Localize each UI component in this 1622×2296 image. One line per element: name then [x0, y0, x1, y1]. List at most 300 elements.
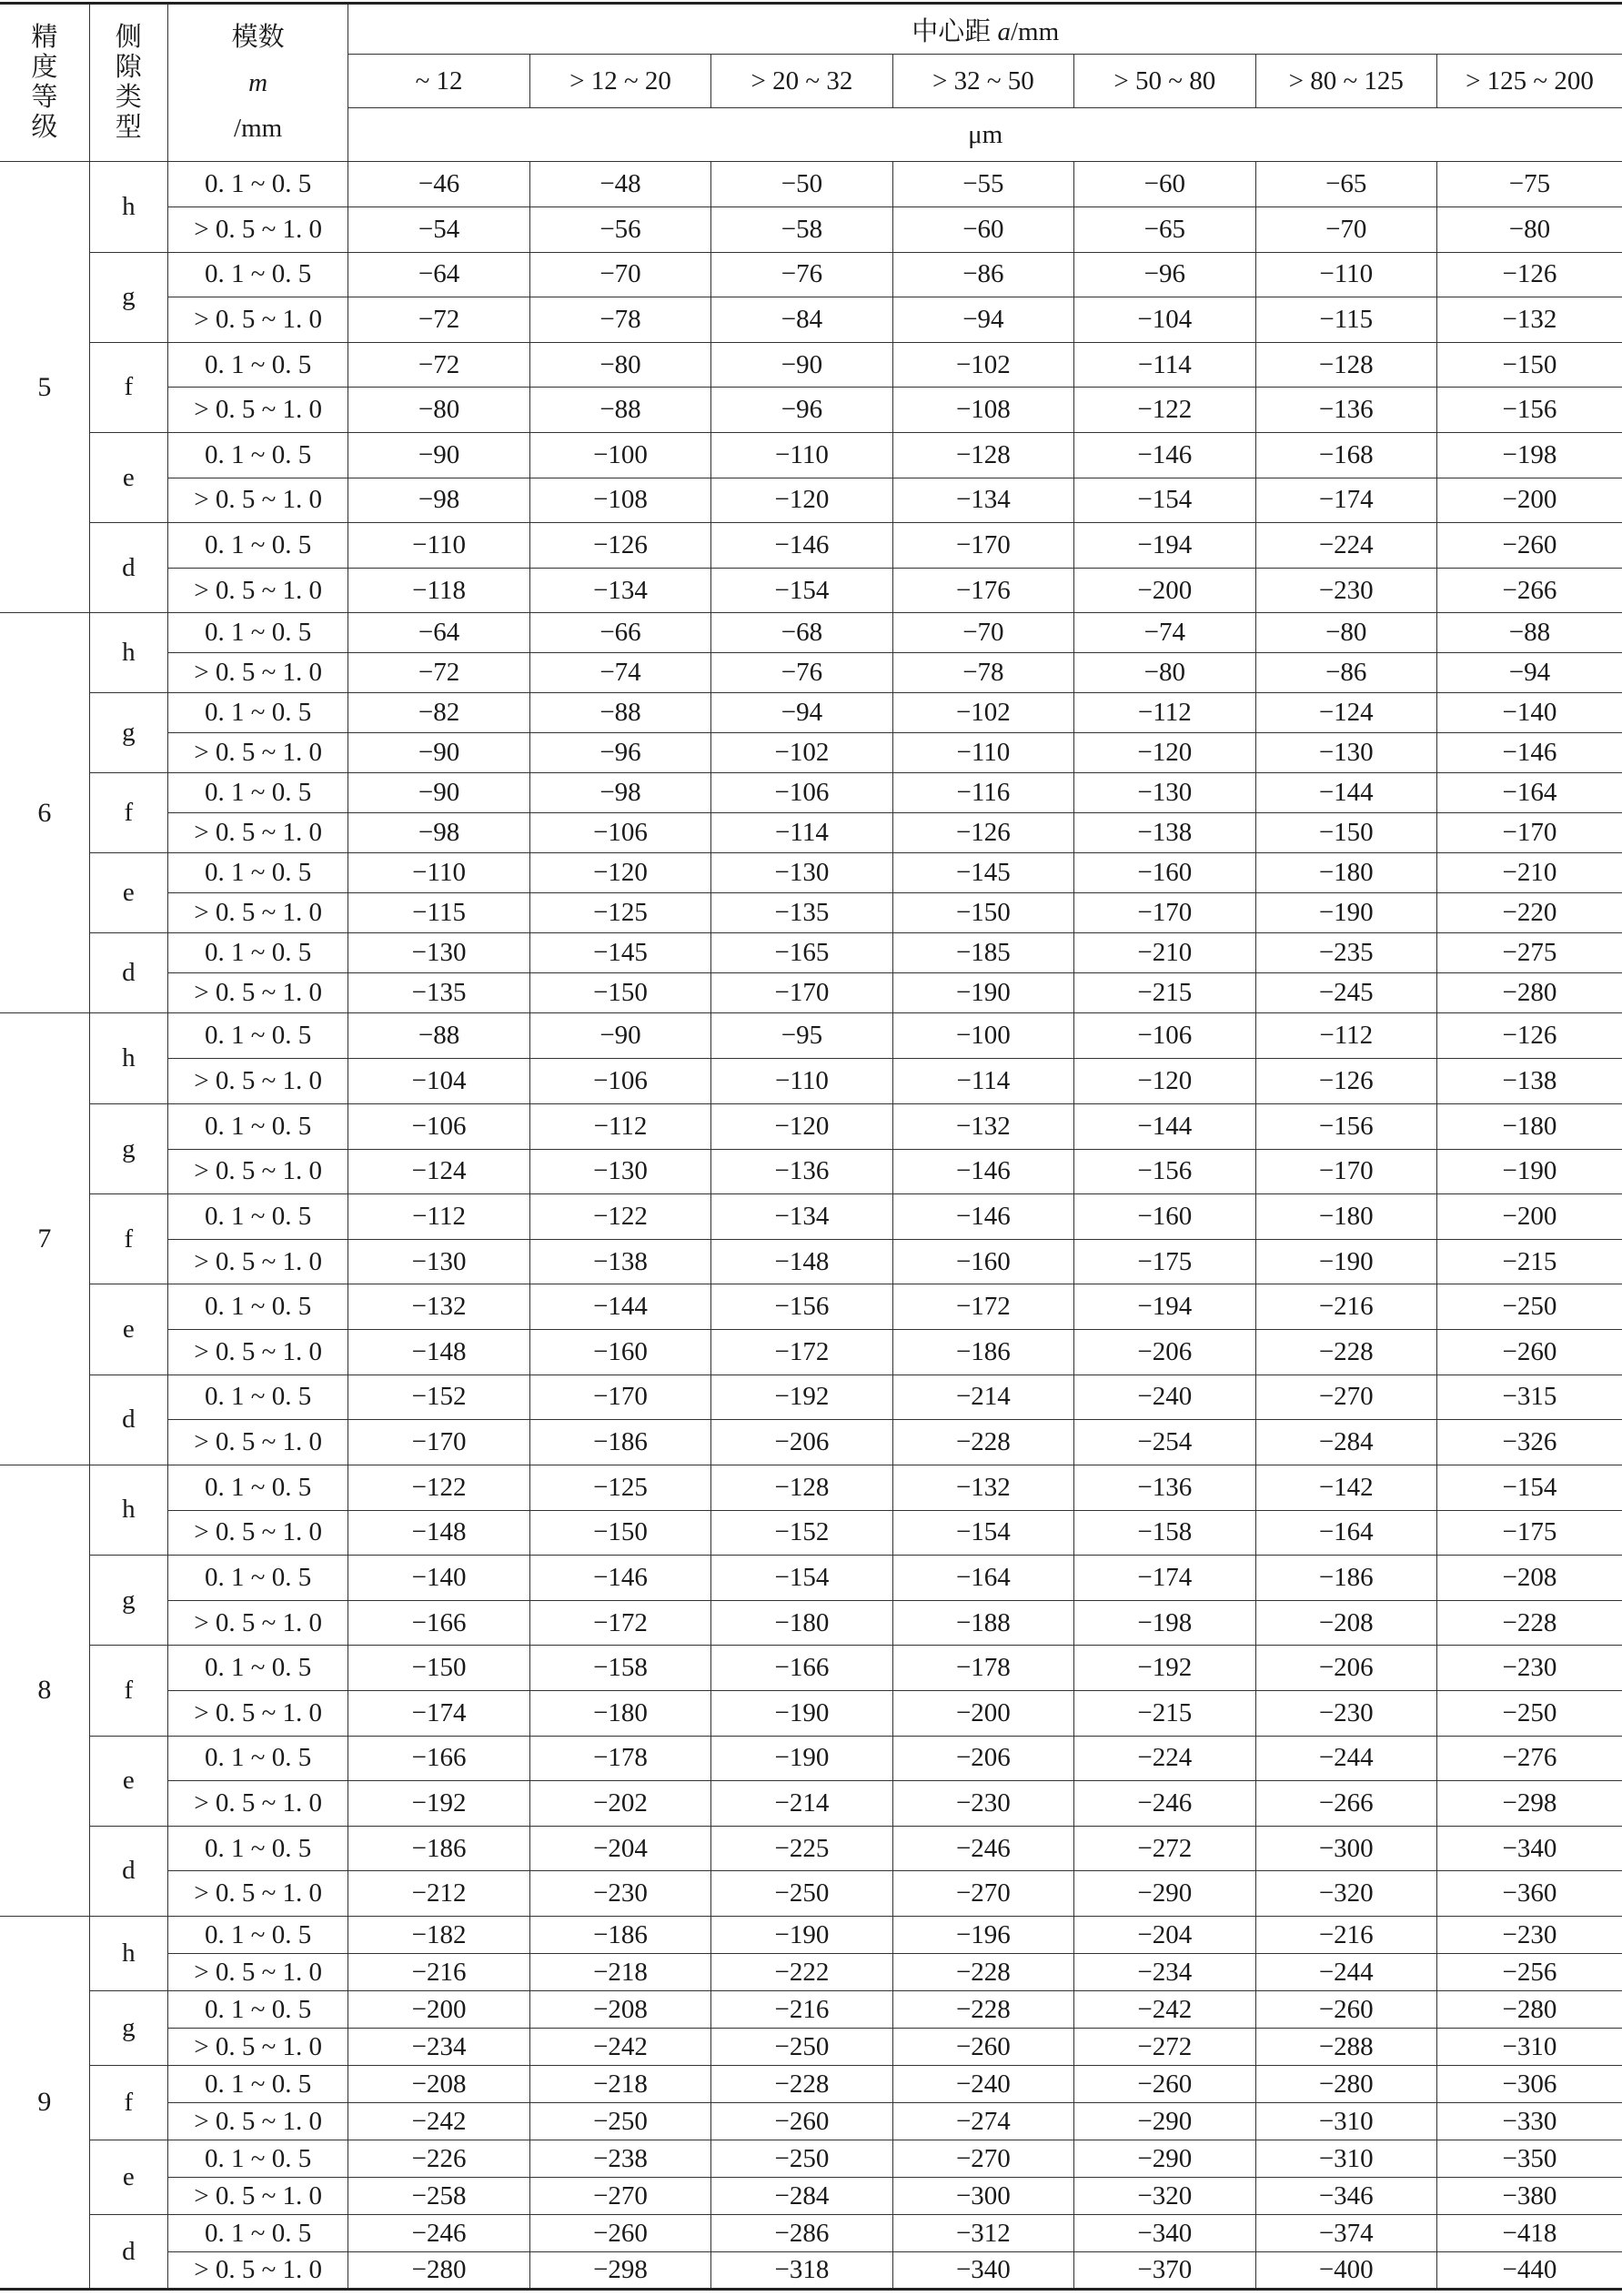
deviation-value: −150 — [348, 1646, 529, 1691]
table-row — [0, 1284, 1622, 1330]
deviation-value: −120 — [711, 478, 892, 523]
deviation-value: −288 — [1255, 2029, 1436, 2066]
deviation-value: −250 — [529, 2103, 710, 2140]
table-row — [0, 2252, 1622, 2290]
deviation-value: −125 — [529, 893, 710, 933]
deviation-value: −240 — [1074, 1375, 1255, 1420]
backlash-type-cell: h — [89, 613, 167, 693]
deviation-value: −160 — [529, 1329, 710, 1375]
deviation-value: −68 — [711, 613, 892, 653]
backlash-type-cell: e — [89, 432, 167, 522]
module-cell: 0. 1 ~ 0. 5 — [167, 1284, 348, 1330]
deviation-value: −94 — [892, 297, 1073, 343]
deviation-value: −118 — [348, 568, 529, 613]
deviation-value: −320 — [1255, 1871, 1436, 1917]
deviation-value: −110 — [711, 1059, 892, 1104]
deviation-value: −280 — [1436, 1991, 1622, 2029]
deviation-value: −180 — [1255, 853, 1436, 893]
deviation-value: −132 — [1436, 297, 1622, 343]
deviation-value: −125 — [529, 1465, 710, 1510]
deviation-value: −186 — [1255, 1556, 1436, 1601]
deviation-value: −55 — [892, 162, 1073, 207]
deviation-value: −114 — [1074, 342, 1255, 388]
deviation-value: −48 — [529, 162, 710, 207]
deviation-value: −130 — [1255, 733, 1436, 773]
module-cell: 0. 1 ~ 0. 5 — [167, 933, 348, 973]
module-cell: > 0. 5 ~ 1. 0 — [167, 893, 348, 933]
deviation-value: −106 — [1074, 1013, 1255, 1059]
deviation-value: −218 — [529, 1954, 710, 1991]
deviation-value: −216 — [348, 1954, 529, 1991]
deviation-value: −320 — [1074, 2178, 1255, 2215]
deviation-value: −330 — [1436, 2103, 1622, 2140]
deviation-value: −228 — [1436, 1600, 1622, 1646]
deviation-value: −190 — [892, 973, 1073, 1013]
deviation-value: −58 — [711, 207, 892, 253]
deviation-value: −122 — [1074, 388, 1255, 433]
table-row — [0, 2066, 1622, 2103]
deviation-value: −64 — [348, 613, 529, 653]
deviation-value: −215 — [1074, 1691, 1255, 1737]
deviation-value: −206 — [711, 1420, 892, 1465]
deviation-value: −290 — [1074, 2103, 1255, 2140]
value-unit-header: μm — [348, 108, 1622, 162]
deviation-value: −146 — [1436, 733, 1622, 773]
deviation-value: −228 — [1255, 1329, 1436, 1375]
module-cell: 0. 1 ~ 0. 5 — [167, 1465, 348, 1510]
deviation-value: −104 — [1074, 297, 1255, 343]
deviation-value: −122 — [529, 1194, 710, 1240]
deviation-value: −76 — [711, 252, 892, 297]
backlash-type-cell: d — [89, 933, 167, 1013]
deviation-value: −185 — [892, 933, 1073, 973]
table-row — [0, 693, 1622, 733]
backlash-type-cell: d — [89, 1375, 167, 1465]
deviation-value: −150 — [892, 893, 1073, 933]
table-row — [0, 342, 1622, 388]
deviation-value: −340 — [892, 2252, 1073, 2290]
deviation-value: −180 — [1255, 1194, 1436, 1240]
deviation-value: −135 — [348, 973, 529, 1013]
module-cell: 0. 1 ~ 0. 5 — [167, 1991, 348, 2029]
module-cell: > 0. 5 ~ 1. 0 — [167, 1954, 348, 1991]
deviation-value: −112 — [1255, 1013, 1436, 1059]
module-cell: > 0. 5 ~ 1. 0 — [167, 1871, 348, 1917]
deviation-value: −234 — [1074, 1954, 1255, 1991]
deviation-value: −70 — [892, 613, 1073, 653]
deviation-value: −74 — [529, 653, 710, 693]
deviation-value: −280 — [1255, 2066, 1436, 2103]
deviation-value: −192 — [711, 1375, 892, 1420]
deviation-value: −74 — [1074, 613, 1255, 653]
deviation-value: −370 — [1074, 2252, 1255, 2290]
table-row — [0, 1239, 1622, 1284]
deviation-value: −82 — [348, 693, 529, 733]
deviation-value: −158 — [1074, 1510, 1255, 1556]
deviation-value: −130 — [348, 933, 529, 973]
deviation-value: −174 — [348, 1691, 529, 1737]
deviation-value: −154 — [711, 568, 892, 613]
deviation-value: −186 — [892, 1329, 1073, 1375]
deviation-value: −222 — [711, 1954, 892, 1991]
table-row — [0, 1871, 1622, 1917]
deviation-value: −126 — [892, 813, 1073, 853]
deviation-value: −350 — [1436, 2140, 1622, 2178]
deviation-value: −86 — [1255, 653, 1436, 693]
deviation-value: −146 — [892, 1194, 1073, 1240]
deviation-value: −186 — [348, 1826, 529, 1871]
deviation-value: −96 — [529, 733, 710, 773]
deviation-value: −208 — [348, 2066, 529, 2103]
deviation-table — [0, 2, 1622, 2291]
backlash-type-cell: h — [89, 1465, 167, 1556]
deviation-value: −190 — [711, 1691, 892, 1737]
range-header: > 20 ~ 32 — [711, 55, 892, 108]
deviation-value: −280 — [348, 2252, 529, 2290]
deviation-value: −164 — [1255, 1510, 1436, 1556]
deviation-value: −228 — [892, 1954, 1073, 1991]
module-cell: > 0. 5 ~ 1. 0 — [167, 478, 348, 523]
module-cell: > 0. 5 ~ 1. 0 — [167, 2103, 348, 2140]
deviation-value: −80 — [1074, 653, 1255, 693]
module-cell: 0. 1 ~ 0. 5 — [167, 2215, 348, 2252]
deviation-value: −206 — [1074, 1329, 1255, 1375]
backlash-type-cell: d — [89, 2215, 167, 2290]
deviation-value: −84 — [711, 297, 892, 343]
deviation-value: −110 — [1255, 252, 1436, 297]
deviation-value: −88 — [348, 1013, 529, 1059]
deviation-value: −300 — [1255, 1826, 1436, 1871]
deviation-value: −50 — [711, 162, 892, 207]
deviation-value: −270 — [892, 1871, 1073, 1917]
deviation-value: −126 — [1255, 1059, 1436, 1104]
module-cell: 0. 1 ~ 0. 5 — [167, 1194, 348, 1240]
deviation-value: −98 — [529, 773, 710, 813]
backlash-type-cell: g — [89, 1556, 167, 1646]
deviation-value: −126 — [529, 523, 710, 569]
deviation-value: −110 — [348, 523, 529, 569]
deviation-value: −138 — [1074, 813, 1255, 853]
table-row — [0, 432, 1622, 478]
deviation-value: −146 — [529, 1556, 710, 1601]
deviation-value: −234 — [348, 2029, 529, 2066]
table-row — [0, 1465, 1622, 1510]
deviation-value: −194 — [1074, 1284, 1255, 1330]
backlash-type-header: 侧 隙 类 型 — [89, 4, 167, 162]
deviation-value: −140 — [1436, 693, 1622, 733]
deviation-value: −164 — [892, 1556, 1073, 1601]
deviation-value: −170 — [711, 973, 892, 1013]
deviation-value: −152 — [711, 1510, 892, 1556]
deviation-value: −94 — [711, 693, 892, 733]
deviation-value: −166 — [711, 1646, 892, 1691]
deviation-value: −260 — [892, 2029, 1073, 2066]
deviation-value: −182 — [348, 1917, 529, 1954]
deviation-value: −90 — [348, 773, 529, 813]
table-row — [0, 813, 1622, 853]
deviation-value: −138 — [529, 1239, 710, 1284]
backlash-type-cell: f — [89, 2066, 167, 2140]
deviation-value: −290 — [1074, 2140, 1255, 2178]
deviation-value: −110 — [711, 432, 892, 478]
deviation-value: −208 — [1436, 1556, 1622, 1601]
deviation-value: −190 — [711, 1736, 892, 1781]
deviation-value: −306 — [1436, 2066, 1622, 2103]
module-cell: 0. 1 ~ 0. 5 — [167, 432, 348, 478]
deviation-value: −230 — [1436, 1646, 1622, 1691]
deviation-value: −120 — [711, 1103, 892, 1149]
table-row — [0, 733, 1622, 773]
module-cell: 0. 1 ~ 0. 5 — [167, 853, 348, 893]
deviation-value: −90 — [348, 733, 529, 773]
grade-cell: 7 — [0, 1013, 89, 1465]
deviation-value: −284 — [711, 2178, 892, 2215]
deviation-value: −220 — [1436, 893, 1622, 933]
deviation-value: −244 — [1255, 1736, 1436, 1781]
deviation-value: −65 — [1255, 162, 1436, 207]
deviation-value: −64 — [348, 252, 529, 297]
deviation-value: −116 — [892, 773, 1073, 813]
deviation-value: −144 — [1074, 1103, 1255, 1149]
deviation-value: −102 — [892, 342, 1073, 388]
grade-cell: 9 — [0, 1917, 89, 2290]
deviation-value: −174 — [1255, 478, 1436, 523]
deviation-value: −98 — [348, 813, 529, 853]
deviation-value: −128 — [711, 1465, 892, 1510]
table-row — [0, 523, 1622, 569]
module-cell: 0. 1 ~ 0. 5 — [167, 1826, 348, 1871]
deviation-value: −340 — [1074, 2215, 1255, 2252]
deviation-value: −88 — [529, 693, 710, 733]
deviation-value: −136 — [1255, 388, 1436, 433]
deviation-value: −194 — [1074, 523, 1255, 569]
deviation-value: −230 — [1255, 1691, 1436, 1737]
table-row — [0, 388, 1622, 433]
table-row — [0, 1329, 1622, 1375]
deviation-value: −228 — [892, 1420, 1073, 1465]
deviation-value: −180 — [529, 1691, 710, 1737]
deviation-value: −56 — [529, 207, 710, 253]
deviation-value: −80 — [348, 388, 529, 433]
deviation-value: −170 — [529, 1375, 710, 1420]
table-row — [0, 1736, 1622, 1781]
deviation-value: −216 — [711, 1991, 892, 2029]
deviation-value: −160 — [1074, 853, 1255, 893]
table-row — [0, 1510, 1622, 1556]
deviation-value: −280 — [1436, 973, 1622, 1013]
deviation-value: −90 — [529, 1013, 710, 1059]
deviation-value: −260 — [711, 2103, 892, 2140]
deviation-value: −235 — [1255, 933, 1436, 973]
deviation-value: −166 — [348, 1600, 529, 1646]
deviation-value: −120 — [1074, 1059, 1255, 1104]
backlash-type-cell: h — [89, 1013, 167, 1104]
deviation-value: −94 — [1436, 653, 1622, 693]
deviation-value: −225 — [711, 1826, 892, 1871]
deviation-value: −180 — [1436, 1103, 1622, 1149]
deviation-value: −230 — [892, 1781, 1073, 1827]
table-row — [0, 1013, 1622, 1059]
deviation-value: −340 — [1436, 1826, 1622, 1871]
module-cell: > 0. 5 ~ 1. 0 — [167, 2252, 348, 2290]
table-row — [0, 568, 1622, 613]
deviation-value: −158 — [529, 1646, 710, 1691]
deviation-value: −178 — [892, 1646, 1073, 1691]
deviation-value: −112 — [1074, 693, 1255, 733]
deviation-value: −246 — [1074, 1781, 1255, 1827]
deviation-value: −190 — [1436, 1149, 1622, 1194]
deviation-value: −315 — [1436, 1375, 1622, 1420]
range-header: ~ 12 — [348, 55, 529, 108]
deviation-value: −224 — [1255, 523, 1436, 569]
module-cell: 0. 1 ~ 0. 5 — [167, 2140, 348, 2178]
deviation-value: −176 — [892, 568, 1073, 613]
deviation-value: −224 — [1074, 1736, 1255, 1781]
table-row — [0, 1781, 1622, 1827]
deviation-value: −72 — [348, 653, 529, 693]
module-cell: > 0. 5 ~ 1. 0 — [167, 2178, 348, 2215]
deviation-value: −120 — [529, 853, 710, 893]
deviation-value: −196 — [892, 1917, 1073, 1954]
table-row — [0, 853, 1622, 893]
deviation-value: −102 — [711, 733, 892, 773]
table-row — [0, 2215, 1622, 2252]
deviation-value: −150 — [1255, 813, 1436, 853]
deviation-value: −140 — [348, 1556, 529, 1601]
deviation-value: −326 — [1436, 1420, 1622, 1465]
grade-header: 精 度 等 级 — [0, 4, 89, 162]
deviation-value: −132 — [892, 1465, 1073, 1510]
deviation-value: −170 — [892, 523, 1073, 569]
table-row — [0, 1691, 1622, 1737]
table-row — [0, 162, 1622, 207]
deviation-value: −156 — [1255, 1103, 1436, 1149]
deviation-value: −180 — [711, 1600, 892, 1646]
deviation-value: −148 — [348, 1329, 529, 1375]
deviation-value: −238 — [529, 2140, 710, 2178]
deviation-value: −146 — [711, 523, 892, 569]
backlash-type-cell: g — [89, 1103, 167, 1193]
deviation-value: −300 — [892, 2178, 1073, 2215]
deviation-value: −60 — [892, 207, 1073, 253]
deviation-value: −95 — [711, 1013, 892, 1059]
deviation-value: −122 — [348, 1465, 529, 1510]
deviation-value: −216 — [1255, 1284, 1436, 1330]
deviation-value: −228 — [711, 2066, 892, 2103]
deviation-value: −130 — [529, 1149, 710, 1194]
deviation-value: −206 — [892, 1736, 1073, 1781]
deviation-value: −134 — [529, 568, 710, 613]
deviation-value: −254 — [1074, 1420, 1255, 1465]
deviation-value: −106 — [529, 1059, 710, 1104]
module-cell: > 0. 5 ~ 1. 0 — [167, 1059, 348, 1104]
deviation-value: −132 — [892, 1103, 1073, 1149]
deviation-value: −172 — [711, 1329, 892, 1375]
deviation-value: −246 — [892, 1826, 1073, 1871]
module-cell: 0. 1 ~ 0. 5 — [167, 162, 348, 207]
deviation-value: −144 — [529, 1284, 710, 1330]
deviation-value: −186 — [529, 1917, 710, 1954]
table-row — [0, 252, 1622, 297]
deviation-value: −260 — [529, 2215, 710, 2252]
deviation-value: −192 — [1074, 1646, 1255, 1691]
deviation-value: −110 — [892, 733, 1073, 773]
deviation-value: −104 — [348, 1059, 529, 1104]
deviation-value: −242 — [348, 2103, 529, 2140]
module-cell: > 0. 5 ~ 1. 0 — [167, 973, 348, 1013]
deviation-value: −80 — [1255, 613, 1436, 653]
table-row — [0, 613, 1622, 653]
backlash-type-cell: h — [89, 1917, 167, 1991]
deviation-value: −174 — [1074, 1556, 1255, 1601]
module-cell: 0. 1 ~ 0. 5 — [167, 613, 348, 653]
deviation-value: −86 — [892, 252, 1073, 297]
module-cell: 0. 1 ~ 0. 5 — [167, 773, 348, 813]
deviation-value: −250 — [711, 2029, 892, 2066]
deviation-value: −250 — [1436, 1691, 1622, 1737]
deviation-value: −164 — [1436, 773, 1622, 813]
deviation-value: −80 — [1436, 207, 1622, 253]
table-row — [0, 973, 1622, 1013]
deviation-value: −126 — [1436, 252, 1622, 297]
deviation-value: −108 — [892, 388, 1073, 433]
table-row — [0, 1646, 1622, 1691]
deviation-value: −148 — [711, 1239, 892, 1284]
table-row — [0, 1600, 1622, 1646]
backlash-type-cell: f — [89, 773, 167, 853]
deviation-value: −154 — [892, 1510, 1073, 1556]
deviation-value: −240 — [892, 2066, 1073, 2103]
deviation-value: −246 — [348, 2215, 529, 2252]
table-row — [0, 1954, 1622, 1991]
deviation-value: −154 — [1436, 1465, 1622, 1510]
deviation-value: −76 — [711, 653, 892, 693]
table-row — [0, 773, 1622, 813]
table-row — [0, 1917, 1622, 1954]
deviation-value: −146 — [1074, 432, 1255, 478]
backlash-type-cell: d — [89, 1826, 167, 1916]
deviation-value: −374 — [1255, 2215, 1436, 2252]
deviation-value: −126 — [1436, 1013, 1622, 1059]
table-row — [0, 478, 1622, 523]
deviation-value: −360 — [1436, 1871, 1622, 1917]
deviation-value: −70 — [1255, 207, 1436, 253]
deviation-value: −136 — [1074, 1465, 1255, 1510]
module-cell: > 0. 5 ~ 1. 0 — [167, 2029, 348, 2066]
deviation-value: −230 — [1255, 568, 1436, 613]
deviation-value: −124 — [1255, 693, 1436, 733]
module-cell: > 0. 5 ~ 1. 0 — [167, 653, 348, 693]
deviation-value: −200 — [892, 1691, 1073, 1737]
table-row — [0, 1991, 1622, 2029]
deviation-value: −110 — [348, 853, 529, 893]
deviation-value: −88 — [1436, 613, 1622, 653]
deviation-value: −212 — [348, 1871, 529, 1917]
deviation-value: −210 — [1074, 933, 1255, 973]
deviation-value: −172 — [892, 1284, 1073, 1330]
deviation-value: −128 — [892, 432, 1073, 478]
deviation-value: −208 — [529, 1991, 710, 2029]
table-row — [0, 207, 1622, 253]
deviation-value: −260 — [1074, 2066, 1255, 2103]
deviation-value: −270 — [892, 2140, 1073, 2178]
module-cell: > 0. 5 ~ 1. 0 — [167, 1691, 348, 1737]
module-cell: 0. 1 ~ 0. 5 — [167, 1013, 348, 1059]
deviation-value: −142 — [1255, 1465, 1436, 1510]
deviation-value: −145 — [529, 933, 710, 973]
deviation-value: −242 — [1074, 1991, 1255, 2029]
deviation-value: −168 — [1255, 432, 1436, 478]
